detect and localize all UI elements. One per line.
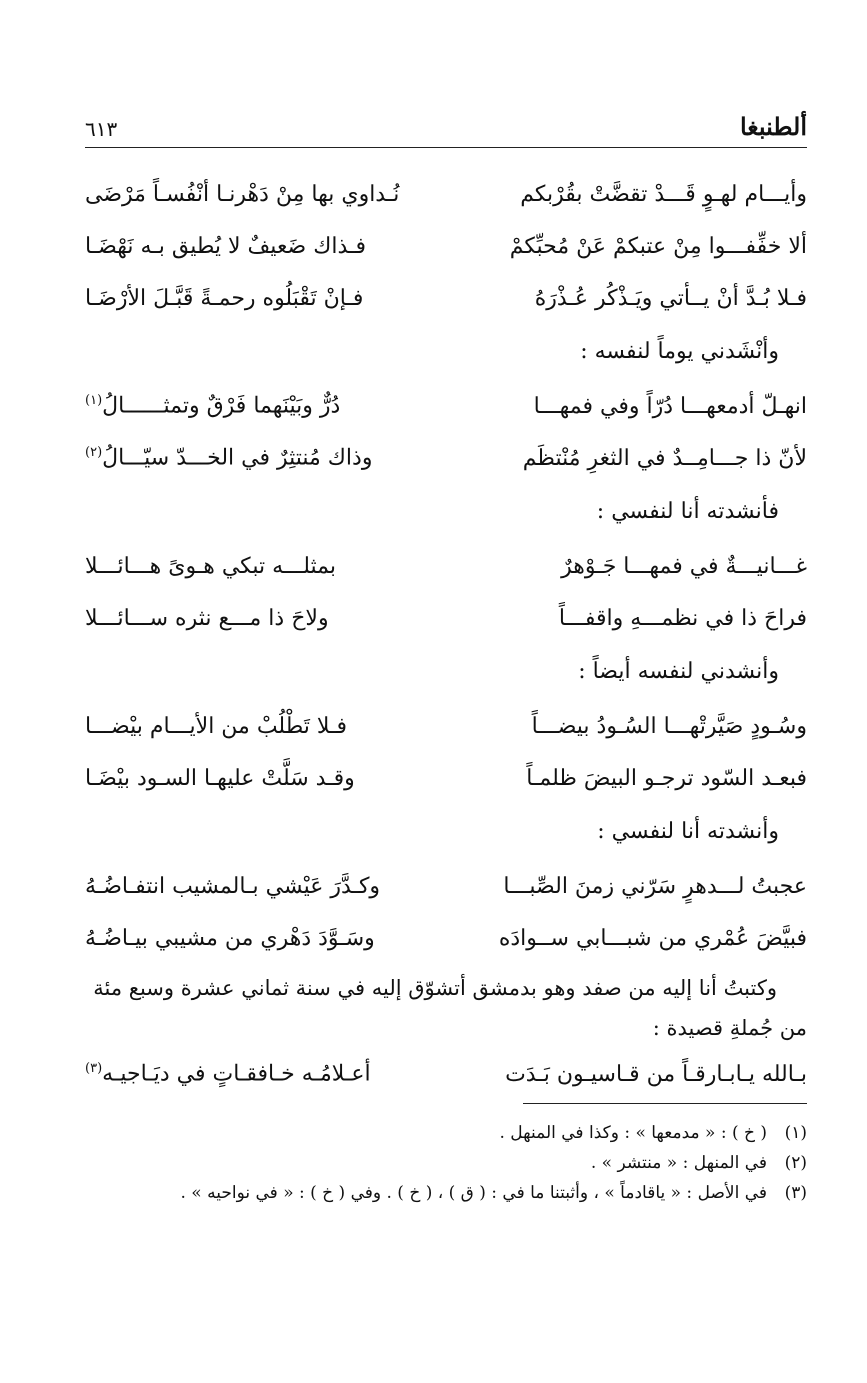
footnote-text: في المنهل : « منتشر » . [590, 1153, 767, 1173]
verse-second-hemistich: بمثلـــه تبكي هـوىً هـــائـــلا [85, 553, 336, 579]
footnote [85, 1118, 807, 1148]
footnote-marker[interactable]: (٢) [85, 445, 103, 461]
verse-second-hemistich: فـلا تَطْلُبْ من الأيـــام بيْضـــا [85, 713, 347, 739]
verse-line [85, 168, 807, 220]
verse-first-hemistich: فراحَ ذا في نظمـــهِ واقفـــاً [558, 605, 807, 631]
verse-line [85, 860, 807, 912]
verse-first-hemistich: فـلا بُـدَّ أنْ يــأتي ويَـذْكُر عُـذْرَهُ [534, 285, 807, 311]
verse-first-hemistich: فبعـد السّود ترجـو البيضَ ظلمـاً [526, 765, 807, 791]
verse-first-hemistich: ألا خفِّفـــوا مِنْ عتبكمْ عَنْ مُحبِّكمْ [509, 233, 807, 259]
page-number: ٦١٣ [85, 117, 118, 141]
verse-line [85, 220, 807, 272]
verse-second-hemistich: ولاحَ ذا مـــع نثره ســـائـــلا [85, 605, 329, 631]
verse-first-hemistich: لأنّ ذا جـــامِــدٌ في الثغرِ مُنْتظَم [522, 445, 807, 471]
verse-line [85, 752, 807, 804]
verse-second-hemistich: $^{(٢)}$وذاك مُنتثِرٌ في الخـــدّ سيّـــالُ [85, 445, 373, 471]
footnote [85, 1178, 807, 1208]
verse-line [85, 912, 807, 964]
verse-second-hemistich: نُـداوي بها مِنْ دَهْرنـا أنْفُسـاً مَرْضَى [85, 181, 400, 207]
verse-line [85, 432, 807, 484]
page-body [85, 168, 807, 1100]
verse-intro: وأنشدته أنا لنفسي : [597, 819, 779, 844]
verse-line [85, 272, 807, 324]
verse-first-hemistich: غـــانيـــةٌ في فمهـــا جَـوْهرٌ [561, 553, 807, 579]
running-header [85, 108, 807, 148]
verse-second-hemistich: وسَـوَّدَ دَهْري من مشيبي بيـاضُـهُ [85, 925, 375, 951]
footnote-number: (٣) [784, 1183, 807, 1203]
verse-second-hemistich: فـذاك ضَعيفٌ لا يُطيق بـه نَهْضَـا [85, 233, 366, 259]
verse-line [85, 540, 807, 592]
header-title: ألطنبغا [739, 112, 807, 141]
verse-second-hemistich: وكـدَّرَ عَيْشي بـالمشيب انتفـاضُـهُ [85, 873, 381, 899]
footnote-number: (٢) [784, 1153, 807, 1173]
footnote-marker[interactable]: (٣) [85, 1061, 103, 1077]
verse-intro: فأنشدته أنا لنفسي : [596, 499, 779, 524]
footnote-text: في الأصل : « ياقادماً » ، وأثبتنا ما في : ( ق ) ، ( خ ) . وفي ( خ ) : « في نواحيه » . [180, 1183, 767, 1203]
verse-line [85, 1048, 807, 1100]
verse-first-hemistich: بـالله يـابـارقـاً من قـاسيـون بَـدَت [505, 1061, 807, 1087]
verse-line [85, 592, 807, 644]
verse-second-hemistich: وقـد سَلَّتْ عليهـا السـود بيْضَـا [85, 765, 355, 791]
verse-first-hemistich: عجبتُ لـــدهرٍ سَرّني زمنَ الصِّبـــا [503, 873, 807, 899]
footnote-divider [523, 1103, 807, 1104]
verse-second-hemistich: $^{(٣)}$أعـلامُـه خـافقـاتٍ في ديَـاجيـه [85, 1061, 371, 1087]
footnote-marker[interactable]: (١) [85, 393, 103, 409]
footnote [85, 1148, 807, 1178]
verse-line [85, 380, 807, 432]
verse-intro: وأنشدني لنفسه أيضاً : [578, 659, 779, 684]
verse-first-hemistich: انهـلّ أدمعهـــا دُرّاً وفي فمهـــا [533, 393, 807, 419]
footnote-number: (١) [784, 1123, 807, 1143]
verse-second-hemistich: $^{(١)}$دُرٌّ وبَيْنَهما فَرْقٌ وتمثــــــالُ [85, 393, 341, 419]
verse-first-hemistich: وسُـودٍ صَيَّرتْهـــا السُـودُ بيضـــاً [531, 713, 807, 739]
verse-second-hemistich: فـإنْ تَقْبَلُوه رحمـةً قَبَّـلَ الأرْضَـا [85, 285, 364, 311]
prose-paragraph: وكتبتُ أنا إليه من صفد وهو بدمشق أتشوّق إليه في سنة ثماني عشرة وسبع مئة من جُملةِ قصيدة : [93, 976, 807, 1040]
footnote-text: ( خ ) : « مدمعها » : وكذا في المنهل . [499, 1123, 767, 1143]
footnotes [85, 1118, 807, 1208]
verse-first-hemistich: فبيَّضَ عُمْري من شبـــابي ســوادَه [498, 925, 807, 951]
verse-intro: وأنْشَدني يوماً لنفسه : [580, 339, 779, 364]
verse-first-hemistich: وأيـــام لهـوٍ قَـــدْ تقضَّتْ بقُرْبكم [520, 181, 807, 207]
verse-line [85, 700, 807, 752]
